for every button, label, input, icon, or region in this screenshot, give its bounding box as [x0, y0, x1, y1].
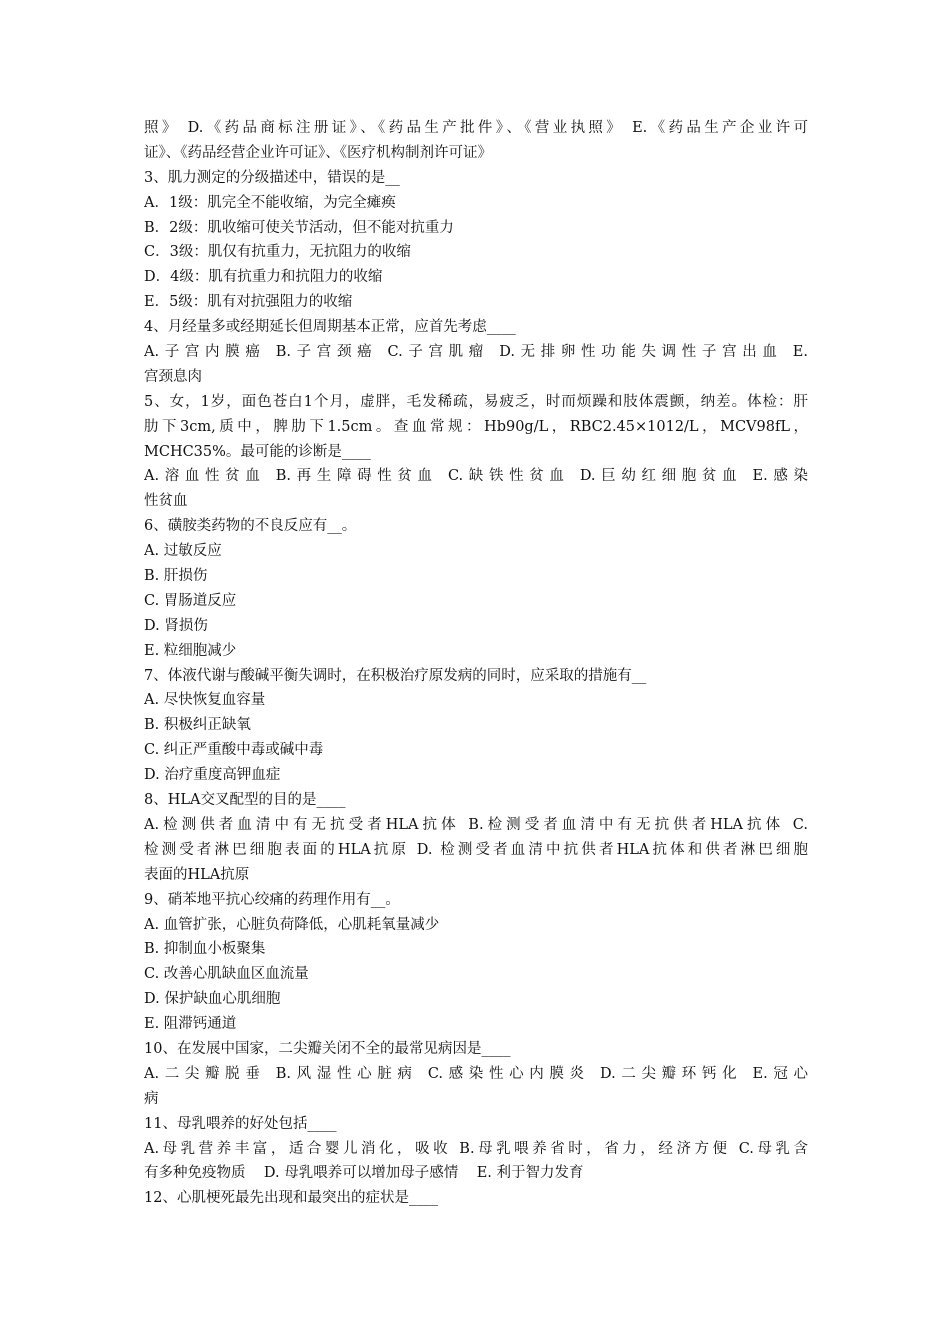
text-line: 宫颈息肉	[144, 368, 202, 385]
text-line: 10、在发展中国家，二尖瓣关闭不全的最常见病因是____	[144, 1040, 511, 1057]
text-line: D. 治疗重度高钾血症	[144, 767, 281, 784]
text-line: C. 胃肠道反应	[144, 592, 237, 609]
text-line: 12、心肌梗死最先出现和最突出的症状是____	[144, 1190, 438, 1207]
text-line: A.检测供者血清中有无抗受者HLA抗体 B.检测受者血清中有无抗供者HLA抗体 C.	[144, 816, 808, 833]
exam-text-body	[144, 116, 808, 1211]
text-line: A.母乳营养丰富，适合婴儿消化，吸收 B.母乳喂养省时，省力，经济方便 C.母乳含	[144, 1140, 808, 1157]
text-line: E. 阻滞钙通道	[144, 1016, 237, 1033]
text-line: A. 尽快恢复血容量	[144, 692, 266, 709]
text-line: C. 纠正严重酸中毒或碱中毒	[144, 742, 324, 759]
text-line: 6、磺胺类药物的不良反应有__。	[144, 518, 357, 535]
text-line: A.二尖瓣脱垂 B.风湿性心脏病 C.感染性心内膜炎 D.二尖瓣环钙化 E.冠心	[144, 1065, 808, 1082]
text-line: 检测受者淋巴细胞表面的HLA抗原 D. 检测受者血清中抗供者HLA抗体和供者淋巴细胞	[144, 841, 808, 858]
text-line: A．1级：肌完全不能收缩，为完全瘫痪	[144, 194, 396, 211]
text-line: D. 保护缺血心肌细胞	[144, 991, 281, 1008]
text-line: C．3级：肌仅有抗重力，无抗阻力的收缩	[144, 244, 411, 261]
text-line: A. 血管扩张，心脏负荷降低，心肌耗氧量减少	[144, 916, 440, 933]
text-line: E．5级：肌有对抗强阻力的收缩	[144, 294, 353, 311]
text-line: 4、月经量多或经期延长但周期基本正常，应首先考虑____	[144, 319, 516, 336]
text-line: D. 肾损伤	[144, 617, 208, 634]
text-line: MCHC35%。最可能的诊断是____	[144, 443, 371, 460]
text-line: 5、女，1岁，面色苍白1个月，虚胖，毛发稀疏，易疲乏，时而烦躁和肢体震颤，纳差。体检：肝	[144, 393, 808, 410]
text-line: A. 过敏反应	[144, 543, 222, 560]
text-line: B. 积极纠正缺氧	[144, 717, 251, 734]
text-line: 照》 D.《药品商标注册证》、《药品生产批件》、《营业执照》 E.《药品生产企业许可	[144, 120, 808, 136]
text-line: C. 改善心肌缺血区血流量	[144, 966, 309, 983]
text-line: 证》、《药品经营企业许可证》、《医疗机构制剂许可证》	[144, 144, 492, 161]
text-line: 7、体液代谢与酸碱平衡失调时，在积极治疗原发病的同时，应采取的措施有__	[144, 667, 647, 684]
text-line: B. 肝损伤	[144, 568, 208, 585]
text-line: 3、肌力测定的分级描述中，错误的是__	[144, 169, 400, 186]
text-line: E. 粒细胞减少	[144, 642, 237, 659]
text-line: A.子宫内膜癌 B.子宫颈癌 C.子宫肌瘤 D.无排卵性功能失调性子宫出血 E.	[144, 344, 808, 361]
text-line: 病	[144, 1090, 159, 1107]
text-line: 9、硝苯地平抗心绞痛的药理作用有__。	[144, 891, 400, 908]
text-line: D．4级：肌有抗重力和抗阻力的收缩	[144, 269, 383, 286]
text-line: 11、母乳喂养的好处包括____	[144, 1115, 337, 1132]
text-line: 肋下3cm,质中，脾肋下1.5cm。查血常规：Hb90g/L，RBC2.45×1012/L，MCV98fL，	[144, 418, 808, 435]
text-line: A.溶血性贫血 B.再生障碍性贫血 C.缺铁性贫血 D.巨幼红细胞贫血 E.感染	[144, 468, 808, 485]
text-line: 8、HLA交叉配型的目的是____	[144, 792, 346, 809]
text-line: 性贫血	[144, 493, 188, 510]
text-line: 表面的HLA抗原	[144, 866, 250, 883]
text-line: 有多种免疫物质 D. 母乳喂养可以增加母子感情 E. 利于智力发育	[144, 1165, 584, 1182]
text-line: B. 抑制血小板聚集	[144, 941, 266, 958]
text-line: B．2级：肌收缩可使关节活动，但不能对抗重力	[144, 219, 454, 236]
